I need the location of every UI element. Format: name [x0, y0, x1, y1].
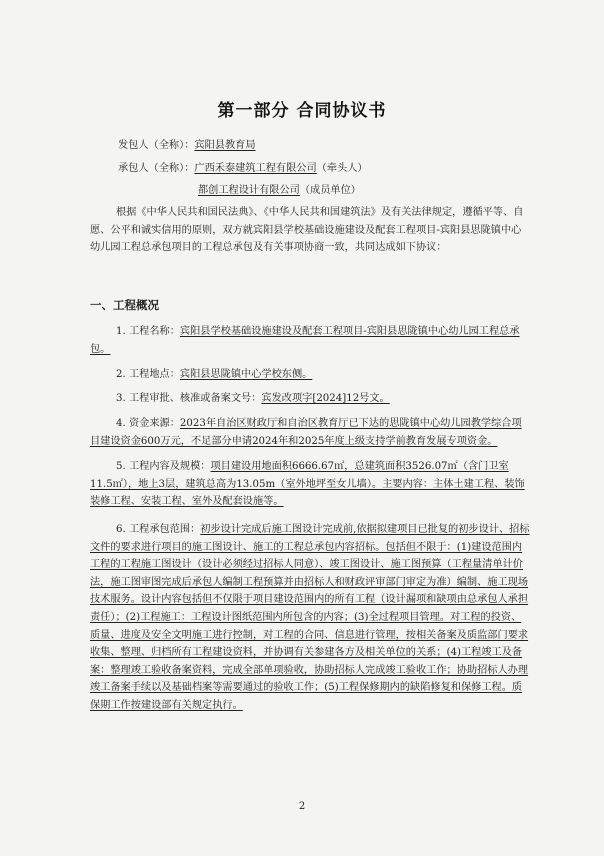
item-2-prefix: 2. 工程地点：	[116, 369, 180, 380]
section-heading: 一、工程概况	[90, 298, 159, 312]
contractor-role: （牵头人）	[316, 163, 368, 174]
contractor-name: 广西禾泰建筑工程有限公司	[194, 163, 317, 174]
item-5-value: 项目建设用地面积6666.67㎡，总建筑面积3526.07㎡（含门卫室11.5㎡），地上3层，建筑总高为13.05m（室外地坪至女儿墙）。主要内容：主体土建工程、装饰装修工程、安装工程、室外及配套设施等。	[90, 461, 525, 508]
employer-line	[118, 139, 558, 153]
item-1-prefix: 1. 工程名称：	[116, 326, 180, 337]
item-6-prefix: 6. 工程承包范围：	[116, 524, 201, 535]
item-3-value: 宾发改项字[2024]12号文。	[261, 393, 390, 404]
employer-label: 发包人（全称）：	[118, 140, 195, 151]
employer-name: 宾阳县教育局	[194, 140, 256, 151]
contractor-label: 承包人（全称）：	[118, 163, 195, 174]
intro-paragraph	[90, 204, 530, 257]
item-4-value: 2023年自治区财政厅和自治区教育厅已下达的思陇镇中心幼儿园教学综合项目建设资金600万元，不足部分申请2024年和2025年度上级支持学前教育发展专项资金。	[90, 418, 522, 447]
intro-text: 根据《中华人民共和国民法典》、《中华人民共和国建筑法》及有关法律规定，遵循平等、自愿、公平和诚实信用的原则，双方就宾阳县学校基础设施建设及配套工程项目-宾阳县思陇镇中心幼儿园工程总承包项目的工程总承包及有关事项协商一致，共同达成如下协议：	[90, 207, 524, 254]
item-5-prefix: 5. 工程内容及规模：	[116, 461, 211, 472]
item-5	[90, 458, 530, 511]
item-4-prefix: 4. 资金来源：	[116, 418, 180, 429]
contractor-line	[118, 162, 558, 176]
item-1-value: 宾阳县学校基础设施建设及配套工程项目-宾阳县思陇镇中心幼儿园工程总承包。	[90, 326, 520, 355]
item-3-prefix: 3. 工程审批、核准或备案文号：	[116, 393, 262, 404]
member-line	[198, 184, 604, 198]
item-2	[90, 366, 530, 384]
item-1	[90, 323, 530, 358]
item-4	[90, 415, 530, 450]
page-number: 2	[298, 801, 306, 812]
item-6-value: 初步设计完成后施工图设计完成前,依据拟建项目已批复的初步设计、招标文件的要求进行项目的施工图设计、施工的工程总承包内容招标。包括但不限于：(1)建设范围内工程的工程施工图设计（设计必须经过招标人同意）、竣工图设计、施工图预算（工程量清单计价法，施工图审图完成后承包人编制工程预算并由招标人和财政评审部门审定为准）编制、施工现场技术服务。设计内容包括但不仅限于项目建设范围内的所有工程（设计漏项和缺项由总承包人承担责任）；(2)工程施工：工程设计图纸范围内所包含的内容；(3)全过程项目管理。对工程的投资、质量、进度及安全文明施工进行控制，对工程的合同、信息进行管理，按相关备案及质监部门要求收集、整理、归档所有工程建设资料，并协调有关参建各方及相关单位的关系；(4)工程竣工及备案：整理竣工验收备案资料，完成全部单项验收，协助招标人完成竣工验收工作；协助招标人办理竣工备案手续以及基础档案等需要通过的验收工作；(5)工程保修期内的缺陷修复和保修工程。质保期工作按建设部有关规定执行。	[90, 524, 530, 711]
item-3	[90, 390, 530, 408]
item-2-value: 宾阳县思陇镇中心学校东侧。	[179, 369, 313, 380]
document-title: 第一部分 合同协议书	[217, 101, 387, 121]
item-6	[90, 521, 530, 715]
member-role: （成员单位）	[299, 185, 361, 196]
member-name: 都创工程设计有限公司	[198, 185, 300, 196]
